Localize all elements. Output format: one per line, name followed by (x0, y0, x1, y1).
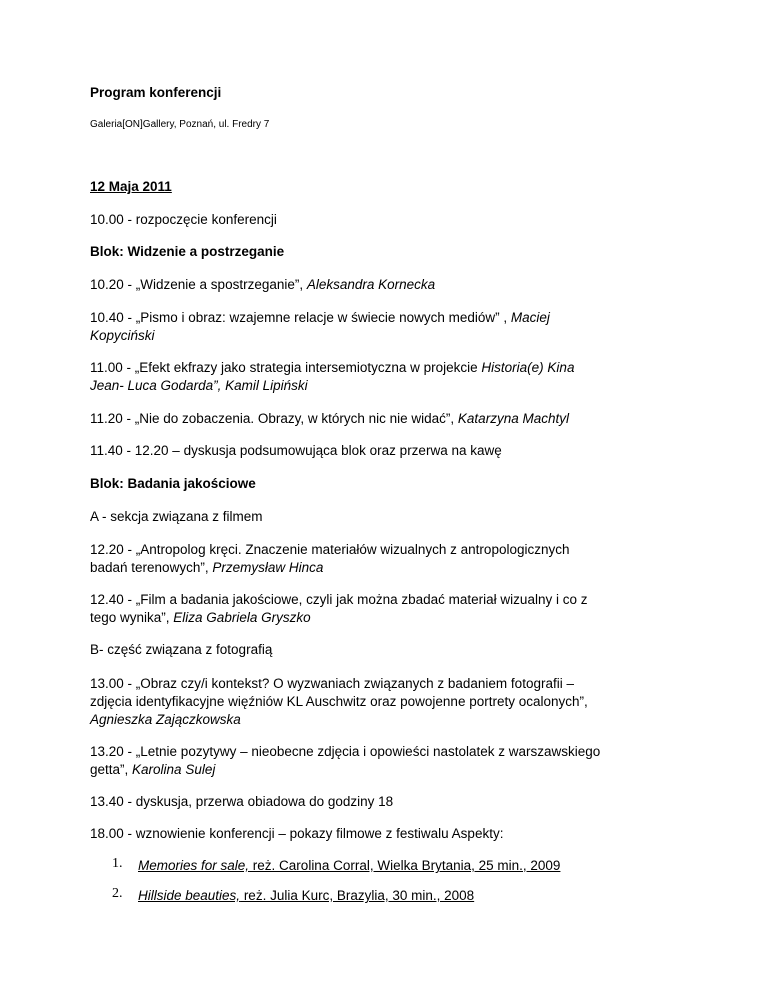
talk-1320: 13.20 - „Letnie pozytywy – nieobecne zdjęcia i opowieści nastolatek z warszawskiego (90, 744, 601, 759)
talk-1220-cont (90, 558, 323, 578)
list-number: 1. (112, 856, 123, 871)
talk-1100-cont: Jean- Luca Godarda”, Kamil Lipiński (90, 378, 308, 393)
block-heading-2: Blok: Badania jakościowe (90, 476, 256, 491)
film-details: reż. Julia Kurc, Brazylia, 30 min., 2008 (240, 888, 475, 903)
talk-text: tego wynika”, (90, 610, 174, 625)
talk-text: badań terenowych”, (90, 560, 213, 575)
film-list-item-1 (90, 856, 690, 876)
talk-author: Przemysław Hinca (212, 560, 324, 575)
talk-1040 (90, 308, 550, 328)
talk-author: Agnieszka Zajączkowska (90, 712, 241, 727)
talk-author: Aleksandra Kornecka (306, 277, 436, 292)
block-heading-1: Blok: Widzenie a postrzeganie (90, 244, 285, 259)
section-b: B- część związana z fotografią (90, 642, 273, 657)
talk-1020 (90, 275, 435, 295)
film-details: reż. Carolina Corral, Wielka Brytania, 25 min., 2009 (249, 858, 561, 873)
talk-author: Katarzyna Machtyl (457, 411, 569, 426)
talk-author-cont: Kopyciński (90, 328, 155, 343)
talk-1300-cont: zdjęcia identyfikacyjne więźniów KL Auschwitz oraz powojenne portrety ocalonych”, (90, 694, 588, 709)
talk-text: 11.20 - „Nie do zobaczenia. Obrazy, w których nic nie widać”, (90, 411, 458, 426)
talk-text: 11.00 - „Efekt ekfrazy jako strategia intersemiotyczna w projekcie (90, 360, 482, 375)
film-title: Memories for sale, (138, 858, 250, 873)
talk-author: Karolina Sulej (132, 762, 216, 777)
break-1340: 13.40 - dyskusja, przerwa obiadowa do godziny 18 (90, 794, 394, 809)
conference-date: 12 Maja 2011 (90, 179, 172, 194)
film-list-item-2 (90, 886, 690, 906)
talk-author: Eliza Gabriela Gryszko (173, 610, 311, 625)
section-a: A - sekcja związana z filmem (90, 509, 263, 524)
talk-1100 (90, 358, 574, 378)
film-title: Historia(e) Kina (481, 360, 575, 375)
talk-1300: 13.00 - „Obraz czy/i kontekst? O wyzwaniach związanych z badaniem fotografii – (90, 676, 574, 691)
talk-1220: 12.20 - „Antropolog kręci. Znaczenie materiałów wizualnych z antropologicznych (90, 542, 570, 557)
break-1140: 11.40 - 12.20 – dyskusja podsumowująca blok oraz przerwa na kawę (90, 443, 502, 458)
film-entry (138, 886, 474, 906)
screening-1800: 18.00 - wznowienie konferencji – pokazy filmowe z festiwalu Aspekty: (90, 826, 504, 841)
talk-text: 10.40 - „Pismo i obraz: wzajemne relacje w świecie nowych mediów” , (90, 310, 511, 325)
talk-1120 (90, 409, 569, 429)
talk-text: getta”, (90, 762, 133, 777)
talk-author: Maciej (510, 310, 550, 325)
page-title: Program konferencji (90, 85, 222, 100)
film-title: Hillside beauties, (138, 888, 241, 903)
talk-1320-cont (90, 760, 215, 780)
item-start: 10.00 - rozpoczęcie konferencji (90, 212, 277, 227)
talk-1240: 12.40 - „Film a badania jakościowe, czyli jak można zbadać materiał wizualny i co z (90, 592, 588, 607)
list-number: 2. (112, 886, 123, 901)
film-entry (138, 856, 560, 876)
talk-1240-cont (90, 608, 311, 628)
venue-line: Galeria[ON]Gallery, Poznań, ul. Fredry 7 (90, 119, 270, 130)
talk-text: 10.20 - „Widzenie a spostrzeganie”, (90, 277, 307, 292)
